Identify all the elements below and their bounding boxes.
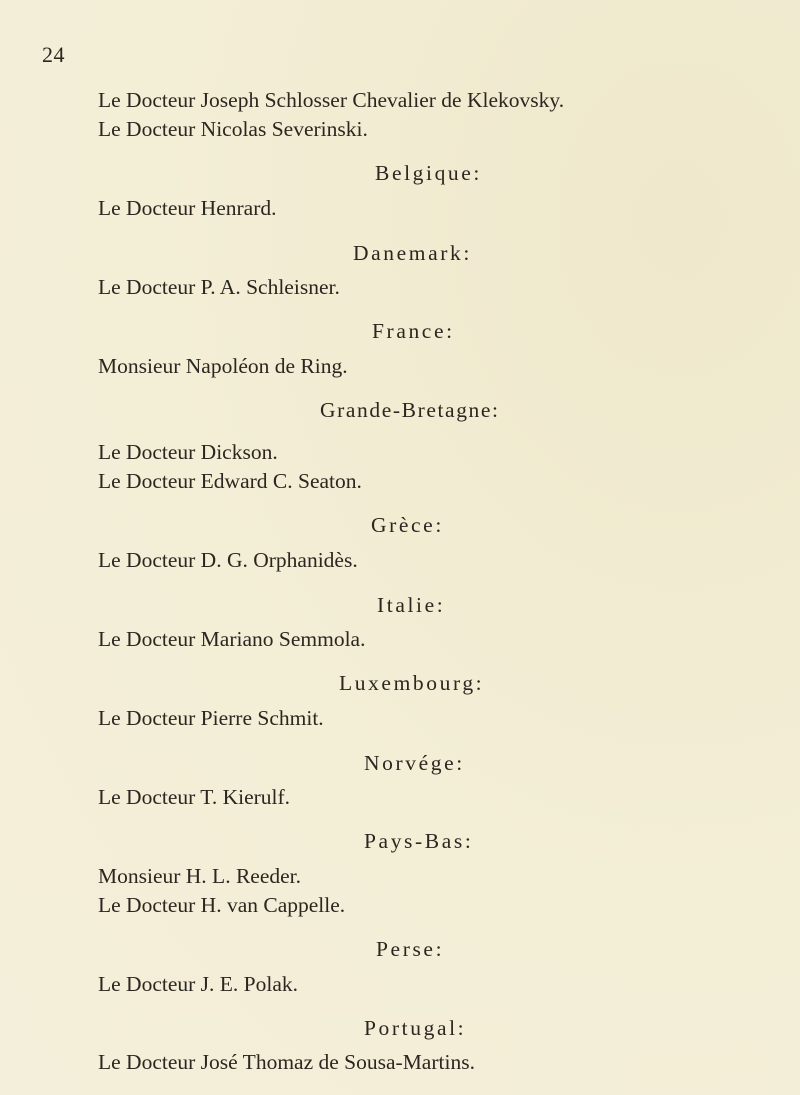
member-line: Le Docteur Pierre Schmit. <box>98 706 324 730</box>
country-heading: Belgique: <box>375 161 482 185</box>
country-heading: Grèce: <box>371 513 444 537</box>
page-number: 24 <box>42 42 65 67</box>
member-line: Le Docteur Joseph Schlosser Chevalier de Klekovsky. <box>98 88 565 112</box>
country-heading: Luxembourg: <box>339 671 485 695</box>
member-line: Le Docteur J. E. Polak. <box>98 972 299 996</box>
country-heading: Perse: <box>376 937 445 961</box>
country-heading: Danemark: <box>353 241 472 265</box>
member-line: Monsieur Napoléon de Ring. <box>98 354 348 378</box>
member-line: Le Docteur Edward C. Seaton. <box>98 469 362 493</box>
country-heading: Norvége: <box>364 751 465 775</box>
country-heading: France: <box>372 319 455 343</box>
member-line: Le Docteur H. van Cappelle. <box>98 893 346 917</box>
member-line: Le Docteur Dickson. <box>98 440 278 464</box>
country-heading: Italie: <box>377 593 446 617</box>
country-heading: Grande-Bretagne: <box>320 398 500 422</box>
member-line: Le Docteur Mariano Semmola. <box>98 627 366 651</box>
member-line: Monsieur H. L. Reeder. <box>98 864 302 888</box>
country-heading: Portugal: <box>364 1016 467 1040</box>
member-line: Le Docteur P. A. Schleisner. <box>98 275 340 299</box>
member-line: Le Docteur D. G. Orphanidès. <box>98 548 358 572</box>
country-heading: Pays-Bas: <box>364 829 474 853</box>
member-line: Le Docteur T. Kierulf. <box>98 785 291 809</box>
member-line: Le Docteur Nicolas Severinski. <box>98 117 368 141</box>
member-line: Le Docteur José Thomaz de Sousa-Martins. <box>98 1050 475 1074</box>
member-line: Le Docteur Henrard. <box>98 196 277 220</box>
